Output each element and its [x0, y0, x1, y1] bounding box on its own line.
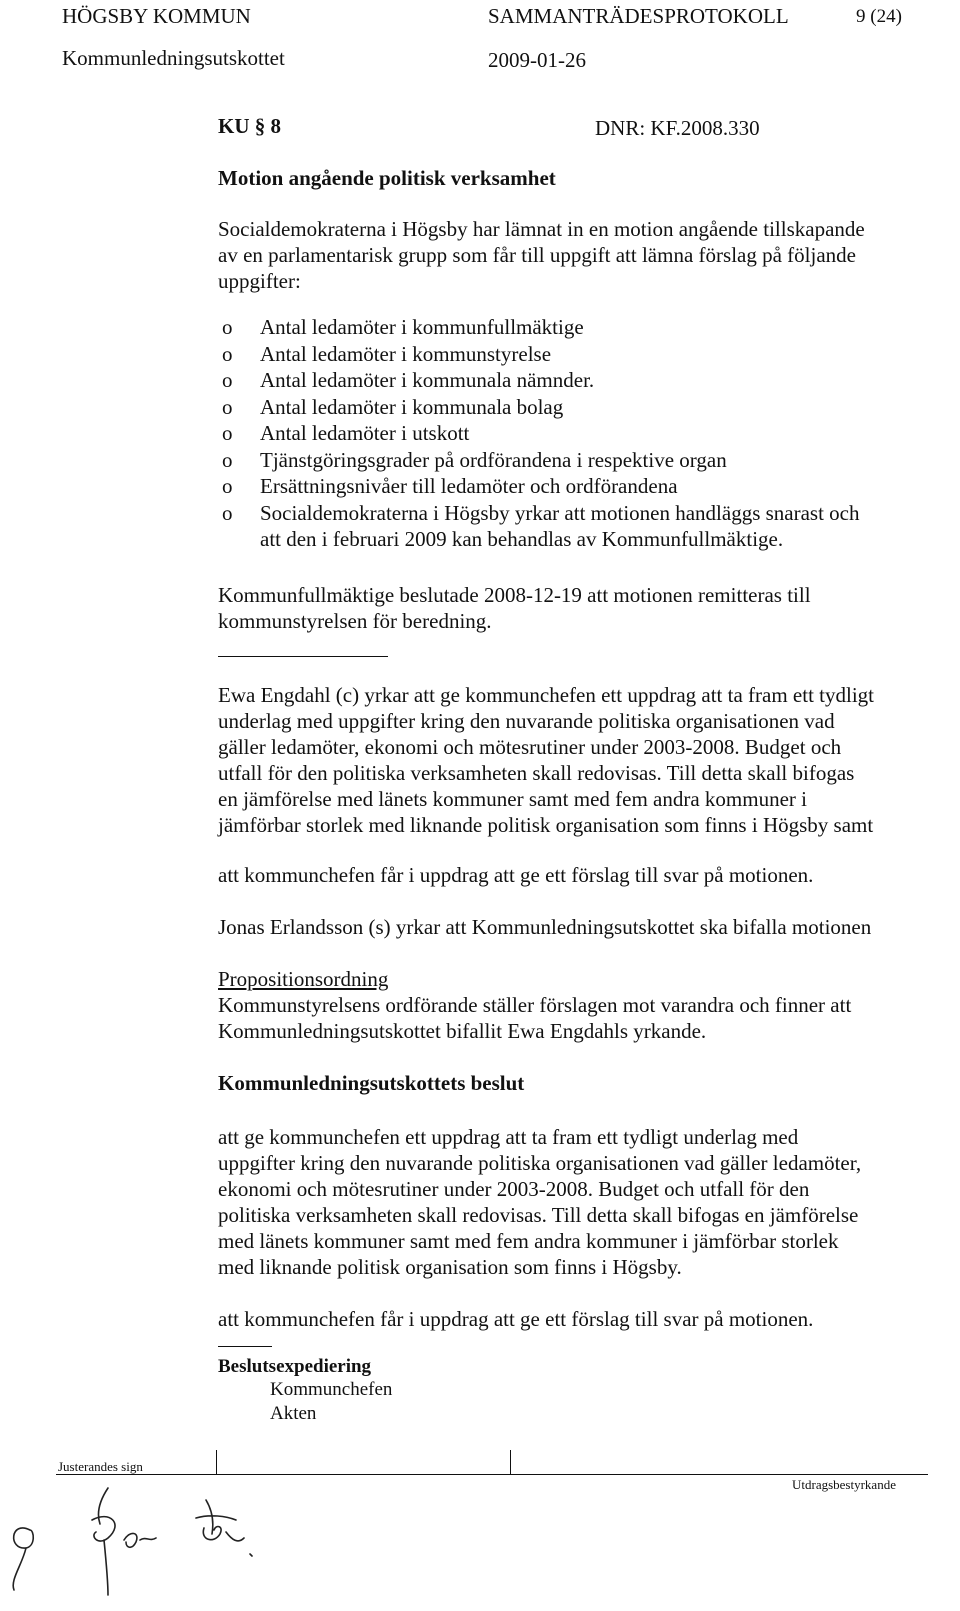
text-line: en jämförelse med länets kommuner samt med fem andra kommuner i [218, 787, 807, 811]
text-line: politiska verksamheten skall redovisas. Till detta skall bifogas en jämförelse [218, 1203, 859, 1227]
text-line: Socialdemokraterna i Högsby har lämnat in en motion angående tillskapande [218, 217, 865, 241]
text-line: jämförbar storlek med liknande politisk organisation som finns i Högsby samt [218, 813, 874, 837]
decision-heading: Kommunledningsutskottets beslut [218, 1071, 525, 1095]
text-line: Ewa Engdahl (c) yrkar att ge kommunchefen ett uppdrag att ta fram ett tydligt [218, 683, 875, 707]
bullet-marker: o [222, 368, 233, 392]
municipality-name: HÖGSBY KOMMUN [62, 4, 251, 28]
text-line: Kommunfullmäktige beslutade 2008-12-19 att motionen remitteras till [218, 583, 811, 607]
handwritten-initials [0, 1460, 340, 1600]
list-item [222, 473, 860, 500]
decision-att-clause: att kommunchefen får i uppdrag att ge ett förslag till svar på motionen. [218, 1307, 814, 1331]
text-line: gäller ledamöter, ekonomi och mötesrutiner under 2003-2008. Budget och [218, 735, 842, 759]
text-line: uppgifter kring den nuvarande politiska organisationen vad gäller ledamöter, [218, 1151, 862, 1175]
separator-line [218, 656, 388, 657]
text-line: med liknande politisk organisation som finns i Högsby. [218, 1255, 682, 1279]
list-item-continuation [222, 526, 860, 553]
bullet-marker: o [222, 447, 233, 472]
text-line: Kommunstyrelsens ordförande ställer förslagen mot varandra och finner att [218, 993, 852, 1017]
expediering-item: Akten [270, 1403, 317, 1424]
list-item-text: Antal ledamöter i kommunfullmäktige [260, 315, 584, 339]
list-item [222, 394, 860, 421]
bullet-marker: o [222, 421, 233, 445]
bullet-marker: o [222, 341, 233, 366]
text-line: uppgifter: [218, 269, 301, 293]
list-item-text: att den i februari 2009 kan behandlas av Kommunfullmäktige. [260, 527, 784, 551]
bullet-list [222, 314, 860, 553]
text-line: av en parlamentarisk grupp som får till uppgift att lämna förslag på följande [218, 243, 856, 267]
engdahl-proposal [218, 682, 874, 838]
text-line: med länets kommuner samt med fem andra kommuner i jämförbar storlek [218, 1229, 839, 1253]
list-item-text: Ersättningsnivåer till ledamöter och ordförandena [260, 474, 678, 498]
list-item [222, 500, 860, 527]
meeting-date: 2009-01-26 [488, 48, 586, 72]
list-item [222, 314, 860, 341]
list-item [222, 447, 860, 474]
bullet-marker: o [222, 315, 233, 339]
proposition-heading: Propositionsordning [218, 967, 389, 991]
expediering-item: Kommunchefen [270, 1379, 393, 1400]
decision-text [218, 1124, 861, 1280]
text-line: att ge kommunchefen ett uppdrag att ta fram ett tydligt underlag med [218, 1125, 799, 1149]
list-item-text: Tjänstgöringsgrader på ordförandena i respektive organ [260, 447, 727, 472]
text-line: underlag med uppgifter kring den nuvarande politiska organisationen vad [218, 709, 835, 733]
justerandes-label: Justerandes sign [58, 1459, 143, 1474]
list-item-text: Antal ledamöter i kommunala bolag [260, 394, 564, 419]
expediering-heading: Beslutsexpediering [218, 1356, 372, 1377]
kf-decision-paragraph [218, 582, 811, 634]
case-title: Motion angående politisk verksamhet [218, 166, 556, 190]
case-dnr: DNR: KF.2008.330 [595, 116, 760, 140]
list-item [222, 341, 860, 368]
list-item-text: Antal ledamöter i kommunstyrelse [260, 341, 552, 366]
list-item-text: Antal ledamöter i utskott [260, 421, 470, 445]
intro-paragraph [218, 216, 865, 294]
list-item-text: Socialdemokraterna i Högsby yrkar att motionen handläggs snarast och [260, 500, 860, 525]
text-line: utfall för den politiska verksamheten skall redovisas. Till detta skall bifogas [218, 761, 855, 785]
bullet-marker: o [222, 500, 233, 525]
list-item [222, 367, 860, 394]
list-item [222, 420, 860, 447]
page-number: 9 (24) [856, 6, 902, 27]
list-item-text: Antal ledamöter i kommunala nämnder. [260, 368, 595, 392]
case-number: KU § 8 [218, 114, 281, 138]
text-line: kommunstyrelsen för beredning. [218, 609, 492, 633]
expediering-list [270, 1378, 392, 1426]
document-type: SAMMANTRÄDESPROTOKOLL [488, 4, 789, 28]
utdrag-label: Utdragsbestyrkande [792, 1477, 896, 1492]
committee-name: Kommunledningsutskottet [62, 46, 285, 70]
footer-divider [510, 1450, 511, 1475]
text-line: ekonomi och mötesrutiner under 2003-2008. Budget och utfall för den [218, 1177, 810, 1201]
bullet-marker: o [222, 394, 233, 419]
text-line: Kommunledningsutskottet bifallit Ewa Engdahls yrkande. [218, 1019, 707, 1043]
proposition-text [218, 992, 851, 1044]
erlandsson-proposal: Jonas Erlandsson (s) yrkar att Kommunledningsutskottet ska bifalla motionen [218, 915, 872, 939]
engdahl-att-clause: att kommunchefen får i uppdrag att ge ett förslag till svar på motionen. [218, 863, 814, 887]
bullet-marker: o [222, 474, 233, 498]
separator-line [218, 1346, 272, 1347]
